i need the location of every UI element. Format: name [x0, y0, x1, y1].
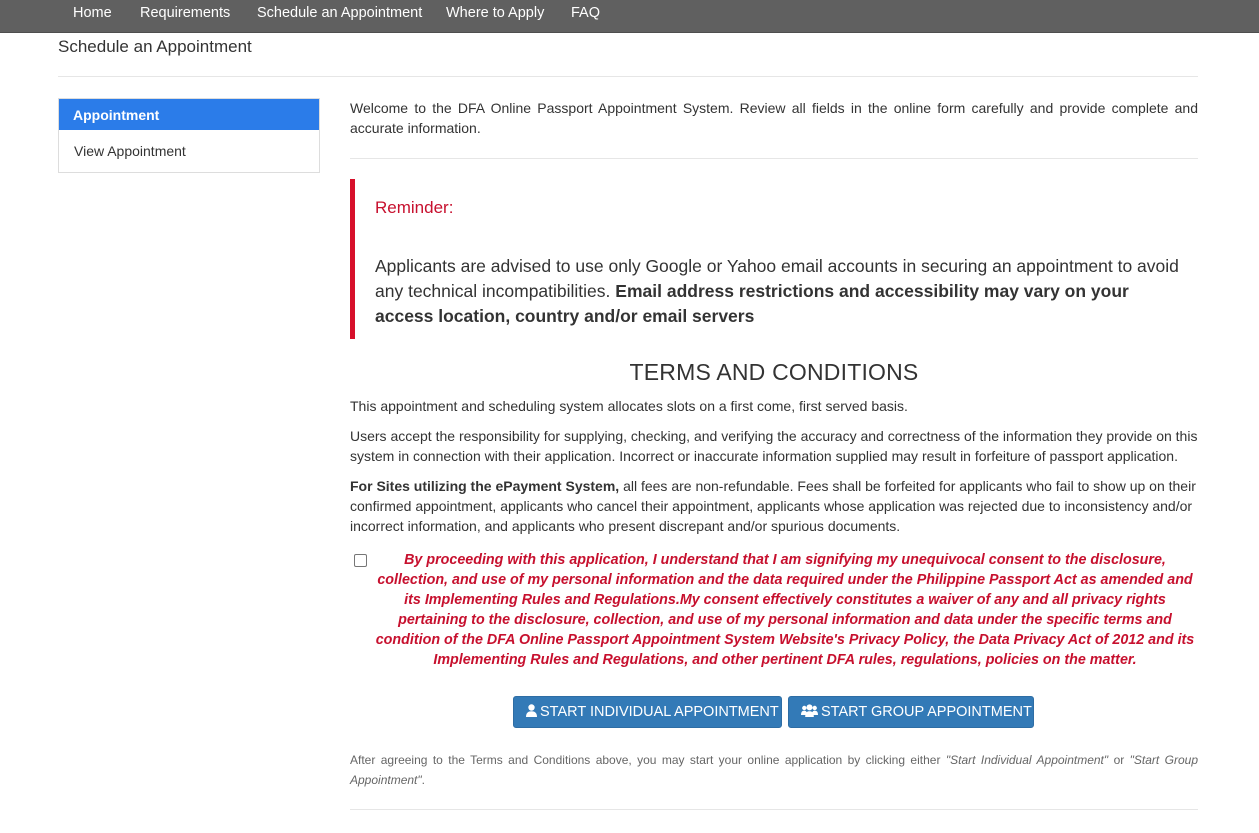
note-option-individual: "Start Individual Appointment" — [945, 753, 1109, 767]
terms-paragraph-1: This appointment and scheduling system allocates slots on a first come, first served basis. — [350, 398, 908, 414]
reminder-body — [375, 254, 1187, 329]
reminder-callout — [350, 179, 1198, 339]
reminder-bold-text: Email address restrictions and accessibility may vary on your access location, country and/or email servers — [375, 281, 1129, 326]
reminder-title: Reminder: — [375, 198, 454, 217]
nav-where-to-apply[interactable]: Where to Apply — [446, 5, 545, 21]
nav-requirements[interactable]: Requirements — [140, 5, 231, 21]
consent-text: By proceeding with this application, I understand that I am signifying my unequivocal consent to the disclosure, collection, and use of my personal information and the data required under the Philippine Passport Act as amended and its Implementing Rules and Regulations.My consent effectively constitutes a waiver of any and all privacy rights pertaining to the disclosure, collection, and use of my personal information and data under the specific terms and condition of the DFA Online Passport Appointment System Website's Privacy Policy, the Data Privacy Act of 2012 and its Implementing Rules and Regulations, and other pertinent DFA rules, regulations, policies on the matter. — [375, 552, 1195, 668]
reminder-normal-text: Applicants are advised to use only Google or Yahoo email accounts in securing an appointment to avoid any technical incompatibilities. — [375, 256, 1179, 301]
divider — [350, 158, 1198, 159]
nav-home[interactable]: Home — [73, 5, 112, 21]
users-icon — [801, 704, 818, 717]
nav-schedule-appointment[interactable]: Schedule an Appointment — [257, 5, 423, 21]
page-title: Schedule an Appointment — [58, 37, 252, 56]
sidebar — [58, 98, 320, 173]
start-individual-appointment-button[interactable] — [513, 696, 782, 728]
user-icon — [526, 704, 537, 717]
group-button-label: START GROUP APPOINTMENT — [821, 704, 1032, 720]
note-prefix: After agreeing to the Terms and Conditions above, you may start your online application by clicking either — [350, 753, 941, 767]
note-option-group: "Start Group Appointment" — [350, 753, 1198, 787]
consent-checkbox[interactable] — [354, 554, 367, 567]
after-agreeing-note — [350, 750, 1198, 790]
terms-title: TERMS AND CONDITIONS — [629, 359, 919, 385]
nav-faq[interactable]: FAQ — [571, 5, 601, 21]
individual-button-label: START INDIVIDUAL APPOINTMENT — [540, 704, 779, 720]
title-divider — [58, 76, 1198, 77]
welcome-text: Welcome to the DFA Online Passport Appointment System. Review all fields in the online form carefully and provide complete and accurate information. — [350, 100, 1198, 136]
start-group-appointment-button[interactable] — [788, 696, 1034, 728]
note-or: or — [1113, 753, 1125, 767]
terms-paragraph-2: Users accept the responsibility for supplying, checking, and verifying the accuracy and correctness of the information they provide on this system in connection with their application. Incorrect or inaccurate information supplied may result in forfeiture of passport application. — [350, 428, 1198, 464]
divider-bottom — [350, 809, 1198, 810]
note-end: . — [421, 773, 425, 787]
sidebar-item-view-appointment[interactable]: View Appointment — [74, 143, 186, 159]
epayment-text: all fees are non-refundable. Fees shall be forfeited for applicants who fail to show up on their confirmed appointment, applicants who cancel their appointment, applicants whose application was rejected due to inconsistency and/or incorrect information, and applicants who present discrepant and/or spurious documents. — [350, 478, 1196, 534]
terms-paragraph-3 — [350, 476, 1198, 536]
top-navbar — [0, 0, 1259, 33]
epayment-label: For Sites utilizing the ePayment System, — [350, 478, 620, 494]
sidebar-item-appointment[interactable]: Appointment — [59, 99, 319, 130]
